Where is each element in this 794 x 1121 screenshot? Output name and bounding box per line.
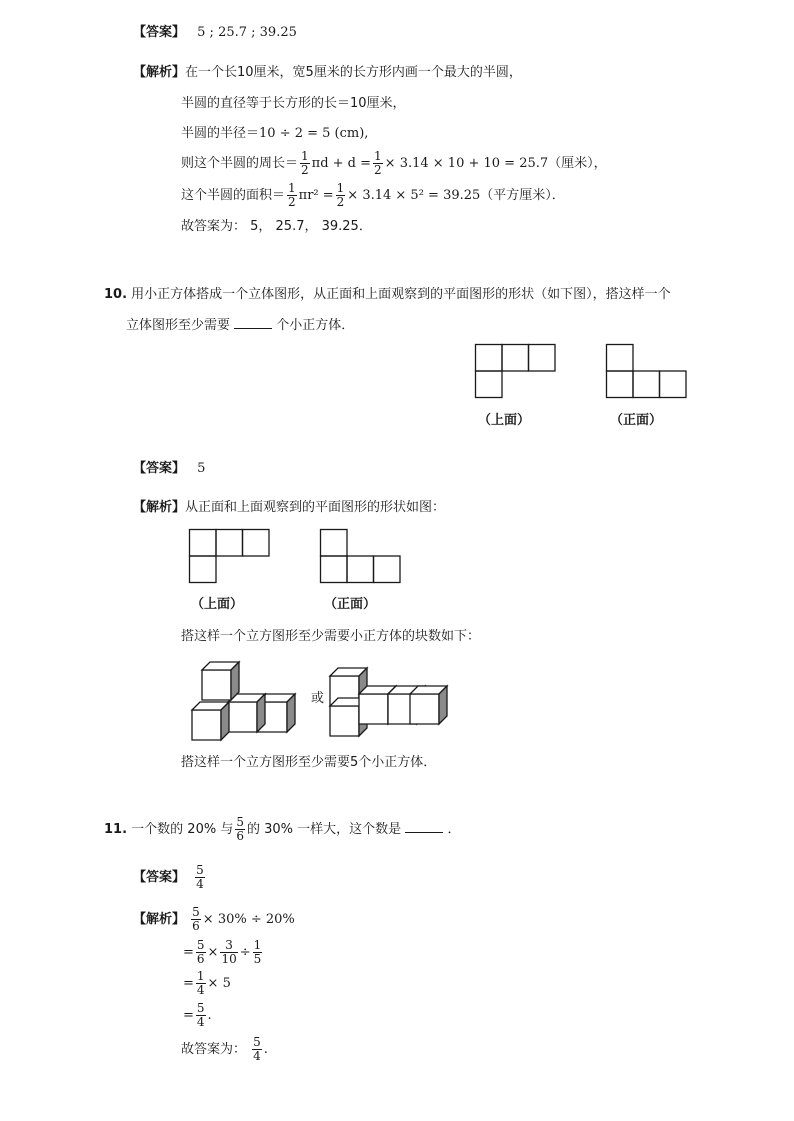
q9-line4 — [181, 148, 607, 180]
question-number: 10. — [104, 287, 128, 302]
or-label: 或 — [311, 691, 325, 706]
fraction: $\frac{5}{4}$ — [253, 1035, 261, 1063]
caption-front-view: （正面） — [610, 413, 663, 428]
perimeter-formula: πd + d = — [311, 156, 372, 171]
front-view-diagram — [320, 529, 402, 585]
q9-analysis-line1 — [133, 64, 522, 82]
q9-line2: 半圆的直径等于长方形的长＝10厘米， — [181, 96, 406, 111]
q11-analysis-step2: = $\frac{5}{6}$ × $\frac{3}{10}$ ÷ $\frac{1}{5}$ — [183, 938, 262, 966]
q11-answer — [133, 862, 207, 894]
fraction: $\frac{1}{2}$ — [336, 181, 345, 209]
question-text: ． — [447, 822, 461, 837]
front-view-diagram — [606, 344, 688, 400]
step-math: × 5 — [207, 976, 231, 991]
answer-value: 5 ; 25.7 ; 39.25 — [197, 25, 297, 40]
question-text: 个小正方体． — [276, 318, 355, 333]
top-view-diagram — [475, 344, 557, 400]
analysis-label: 【解析】 — [133, 65, 186, 80]
fraction: $\frac{1}{5}$ — [253, 938, 262, 966]
q9-line5 — [181, 180, 565, 212]
q10-answer — [133, 460, 205, 478]
q11-stem — [104, 814, 460, 846]
perimeter-text: 则这个半圆的周长＝ — [181, 156, 299, 171]
analysis-label: 【解析】 — [133, 500, 186, 515]
analysis-label: 【解析】 — [133, 912, 186, 927]
area-calc: × 3.14 × 5² = 39.25 — [347, 188, 481, 203]
q11-analysis-step3: = $\frac{1}{4}$ × 5 — [183, 969, 231, 997]
q11-conclusion: 故答案为： $\frac{5}{4}$ . — [181, 1035, 268, 1063]
radius-text: 半圆的半径＝ — [181, 126, 260, 141]
q10-stem-line1 — [104, 286, 671, 304]
fraction: $\frac{1}{4}$ — [196, 969, 205, 997]
answer-blank — [234, 316, 272, 329]
step-math: × 30% ÷ 20% — [202, 912, 295, 927]
q10-stem-line2 — [126, 316, 354, 335]
answer-label: 【答案】 — [133, 25, 186, 40]
conclusion-text: 故答案为： — [181, 1042, 247, 1057]
answer-label: 【答案】 — [133, 461, 186, 476]
answer-blank — [405, 820, 443, 833]
q9-line3 — [181, 125, 368, 143]
q10-analysis-line1 — [133, 499, 445, 517]
q9-answer — [133, 24, 297, 42]
caption-top-view: （上面） — [191, 597, 244, 612]
answer-label: 【答案】 — [133, 870, 186, 885]
question-text: 用小正方体搭成一个立体图形，从正面和上面观察到的平面图形的形状（如下图），搭这样一个 — [131, 287, 671, 302]
fraction: $\frac{1}{2}$ — [288, 181, 296, 209]
area-text: 这个半圆的面积＝ — [181, 188, 286, 203]
answer-value: 5 — [197, 461, 206, 476]
fraction: $\frac{1}{2}$ — [374, 149, 382, 177]
question-text: 一个数的 20% 与 — [131, 822, 234, 837]
analysis-text: 在一个长10厘米，宽5厘米的长方形内画一个最大的半圆， — [185, 65, 522, 80]
q10-analysis-line3: 搭这样一个立方图形至少需要5个小正方体． — [181, 755, 437, 770]
analysis-text: 从正面和上面观察到的平面图形的形状如图： — [185, 500, 446, 515]
top-view-diagram — [189, 529, 271, 585]
question-number: 11. — [104, 822, 128, 837]
unit: （平方厘米）． — [480, 188, 565, 203]
question-text: 的 30% 一样大，这个数是 — [246, 822, 402, 837]
fraction: $\frac{3}{10}$ — [221, 938, 237, 966]
cube-arrangement-1 — [190, 660, 306, 744]
q11-analysis-step1 — [133, 904, 295, 936]
question-text: 立体图形至少需要 — [126, 318, 231, 333]
fraction: $\frac{5}{6}$ — [236, 815, 244, 843]
answer-fraction: $\frac{5}{4}$ — [196, 863, 204, 891]
q10-analysis-line2: 搭这样一个立方图形至少需要小正方体的块数如下： — [181, 629, 481, 644]
radius-math: 10 ÷ 2 = 5 (cm), — [259, 126, 369, 141]
q11-analysis-step4: = $\frac{5}{4}$ . — [183, 1001, 212, 1029]
unit: （厘米）， — [548, 156, 607, 171]
cube-arrangement-2 — [330, 664, 446, 744]
fraction: $\frac{5}{6}$ — [192, 905, 200, 933]
caption-front-view: （正面） — [324, 597, 377, 612]
fraction: $\frac{5}{6}$ — [196, 938, 205, 966]
q9-conclusion: 故答案为： 5， 25.7， 39.25． — [181, 219, 372, 234]
area-formula: πr² = — [298, 188, 334, 203]
caption-top-view: （上面） — [478, 413, 531, 428]
perimeter-calc: × 3.14 × 10 + 10 = 25.7 — [384, 156, 549, 171]
fraction: $\frac{5}{4}$ — [196, 1001, 205, 1029]
fraction: $\frac{1}{2}$ — [301, 149, 309, 177]
